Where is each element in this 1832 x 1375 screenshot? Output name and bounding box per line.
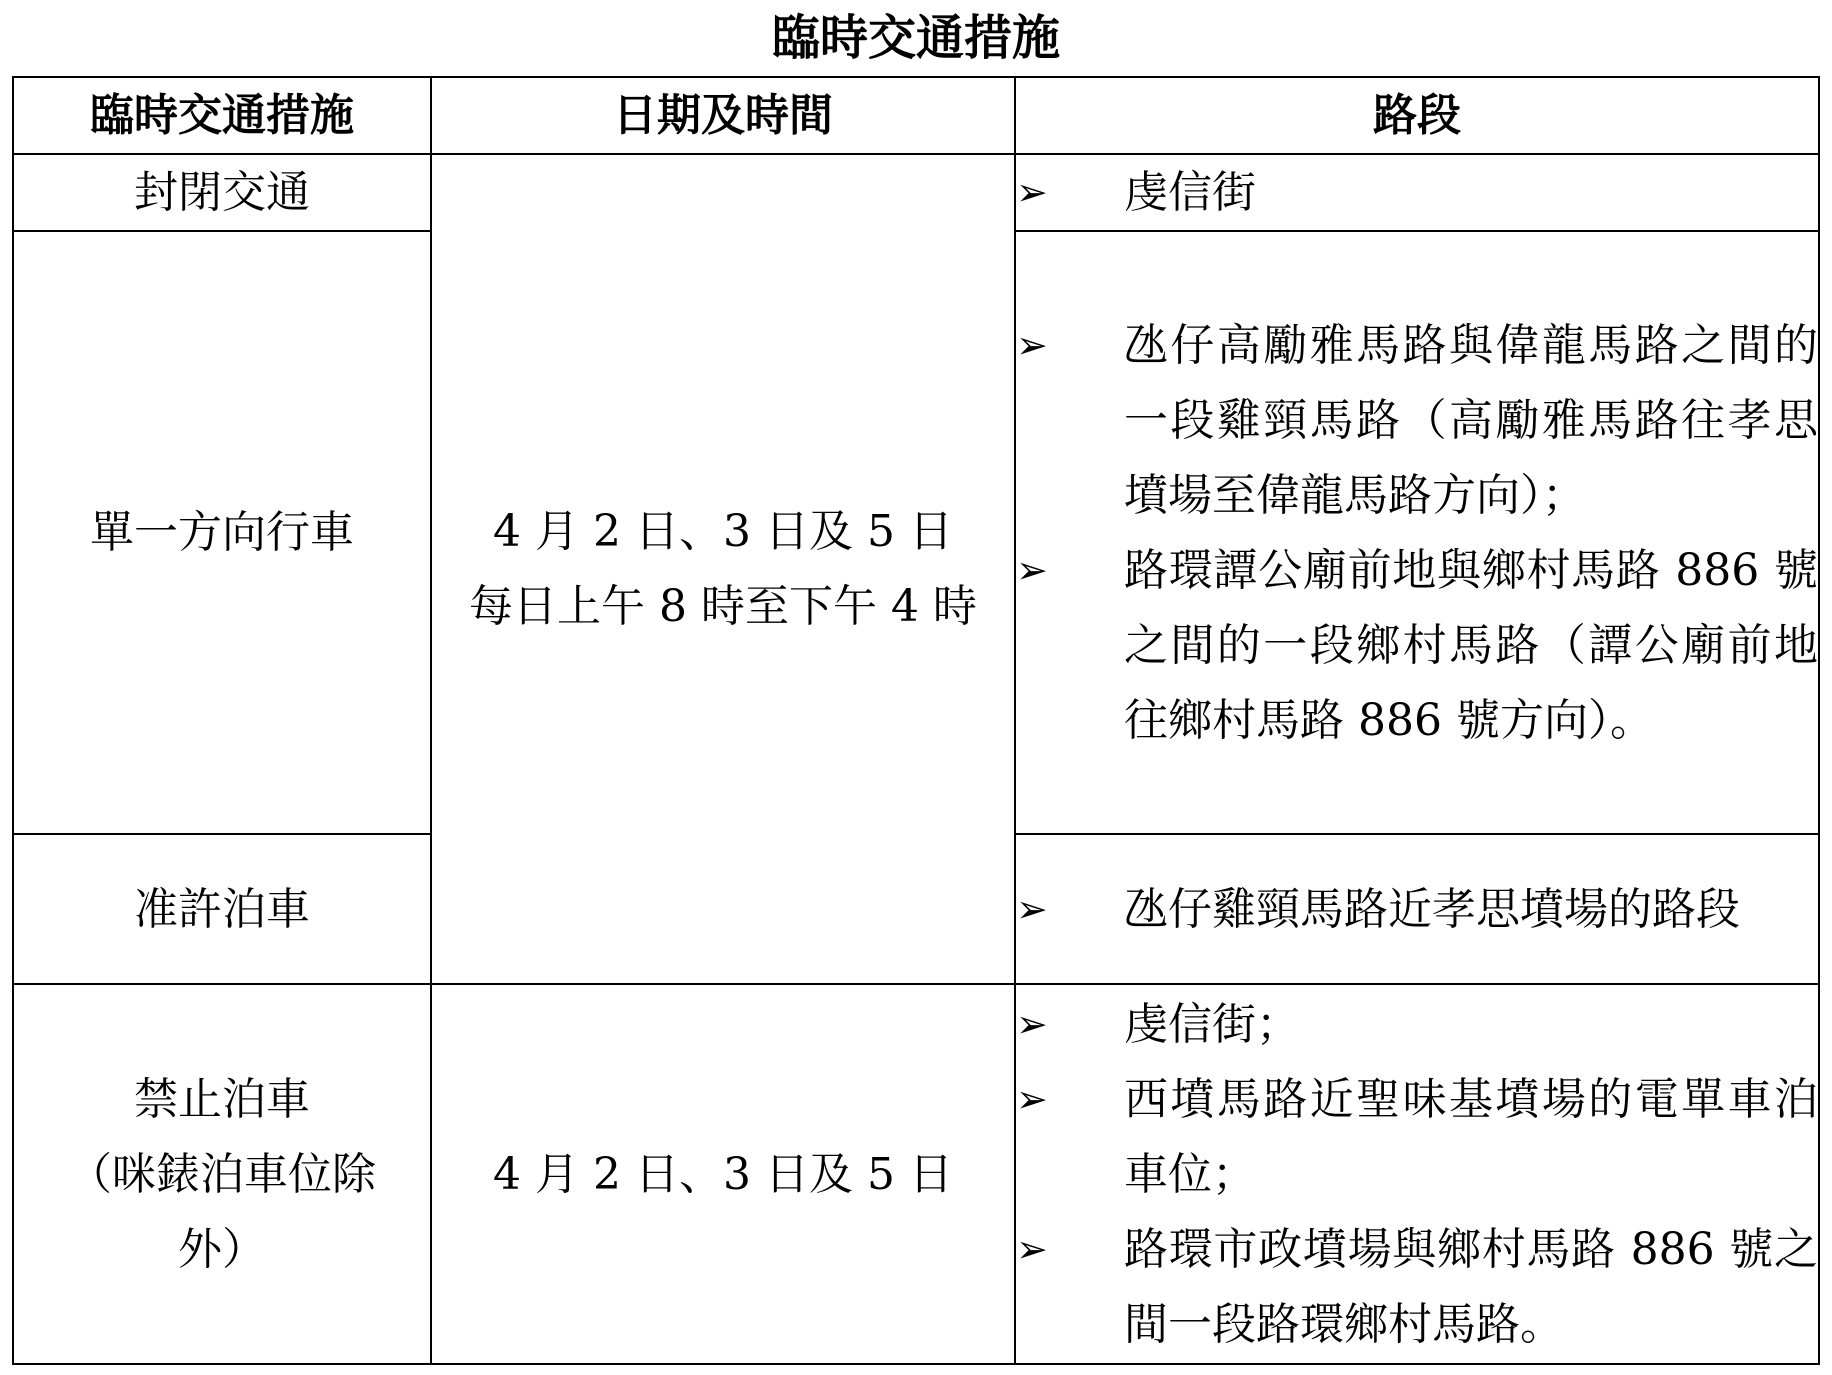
arrow-bullet-icon: ➢ — [1016, 1226, 1048, 1271]
section-cell — [1015, 834, 1819, 984]
list-item — [1016, 533, 1818, 758]
header-measure: 臨時交通措施 — [13, 77, 431, 154]
arrow-bullet-icon: ➢ — [1016, 1001, 1048, 1046]
table-row — [13, 984, 1819, 1364]
document-title: 臨時交通措施 — [771, 10, 1060, 66]
list-item — [1016, 155, 1818, 230]
section-text: 氹仔雞頸馬路近孝思墳場的路段 — [1124, 883, 1740, 935]
list-item — [1016, 987, 1818, 1062]
section-text: 路環市政墳場與鄉村馬路 886 號之間一段路環鄉村馬路。 — [1124, 1223, 1818, 1350]
arrow-bullet-icon: ➢ — [1016, 170, 1048, 214]
measure-line: 禁止泊車 — [134, 1073, 310, 1125]
table-header-row — [13, 77, 1819, 154]
header-datetime: 日期及時間 — [431, 77, 1015, 154]
section-cell — [1015, 154, 1819, 231]
list-item — [1016, 1212, 1818, 1362]
arrow-bullet-icon: ➢ — [1016, 322, 1048, 367]
traffic-measures-table — [12, 76, 1820, 1365]
list-item — [1016, 1062, 1818, 1212]
datetime-cell-group-1 — [431, 154, 1015, 984]
list-item — [1016, 872, 1818, 947]
arrow-bullet-icon: ➢ — [1016, 886, 1048, 931]
header-section: 路段 — [1015, 77, 1819, 154]
section-text: 西墳馬路近聖味基墳場的電單車泊車位； — [1124, 1073, 1818, 1200]
measure-cell: 單一方向行車 — [13, 231, 431, 834]
measure-line: 外） — [178, 1223, 266, 1275]
list-item — [1016, 308, 1818, 533]
section-text: 虔信街； — [1124, 998, 1300, 1050]
section-text: 氹仔高勵雅馬路與偉龍馬路之間的一段雞頸馬路（高勵雅馬路往孝思墳場至偉龍馬路方向）； — [1124, 319, 1818, 521]
section-cell — [1015, 231, 1819, 834]
datetime-line: 每日上午 8 時至下午 4 時 — [469, 581, 977, 632]
measure-cell — [13, 984, 431, 1364]
section-text: 虔信街 — [1124, 167, 1256, 218]
section-text: 路環譚公廟前地與鄉村馬路 886 號之間的一段鄉村馬路（譚公廟前地往鄉村馬路 886 號方向）。 — [1124, 544, 1818, 746]
datetime-line: 4 月 2 日、3 日及 5 日 — [493, 1148, 953, 1200]
datetime-cell-group-2 — [431, 984, 1015, 1364]
arrow-bullet-icon: ➢ — [1016, 1076, 1048, 1121]
datetime-line: 4 月 2 日、3 日及 5 日 — [493, 506, 953, 557]
measure-line: （咪錶泊車位除 — [68, 1148, 376, 1200]
measure-cell: 准許泊車 — [13, 834, 431, 984]
measure-cell: 封閉交通 — [13, 154, 431, 231]
table-row — [13, 154, 1819, 231]
section-cell — [1015, 984, 1819, 1364]
arrow-bullet-icon: ➢ — [1016, 547, 1048, 592]
